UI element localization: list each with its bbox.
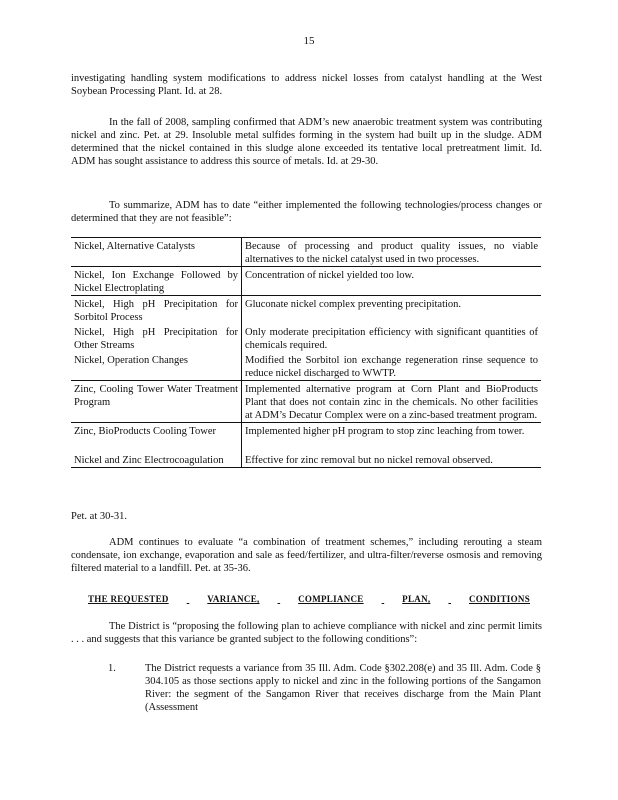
paragraph-district-proposal: The District is “proposing the following plan to achieve compliance with nickel and zinc permit limits . . . and suggests that this variance be granted subject to the following conditions”:	[71, 621, 542, 645]
result-cell: Implemented alternative program at Corn Plant and BioProducts Plant that does not contain zinc in the chemicals. No other facilities at ADM’s Decatur Complex were on a zinc-based treatment program.	[242, 381, 542, 423]
table-row	[71, 238, 541, 267]
heading-word: CONDITIONS	[468, 594, 530, 604]
technology-cell: Nickel, Ion Exchange Followed by Nickel Electroplating	[71, 267, 242, 296]
list-item-text: The District requests a variance from 35 Ill. Adm. Code §302.208(e) and 35 Ill. Adm. Code § 304.105 as those sections apply to nickel and zinc in the following portions of the Sangamon River: the segment of the Sangamon River that receives discharge from the Main Plant (Assessment	[145, 663, 541, 713]
table-row	[71, 296, 541, 325]
result-cell: Effective for zinc removal but no nickel removal observed.	[242, 438, 542, 468]
paragraph-sampling: In the fall of 2008, sampling confirmed that ADM’s new anaerobic treatment system was contributing nickel and zinc. Pet. at 29. Insoluble metal sulfides forming in the system had built up in the sludge. ADM determined that the nickel contained in this sludge alone exceeded its tentative local pretreatment limit. Id. ADM has sought assistance to address this source of metals. Id. at 29-30.	[71, 117, 542, 167]
result-cell: Only moderate precipitation efficiency with significant quantities of chemicals required.	[245, 327, 538, 351]
list-item-number: 1.	[108, 663, 116, 674]
section-heading	[0, 593, 618, 606]
table-row	[71, 381, 541, 423]
table-citation: Pet. at 30-31.	[71, 511, 127, 522]
result-cell: Because of processing and product quality issues, no viable alternatives to the nickel catalyst used in two processes.	[242, 238, 542, 267]
result-cell: Modified the Sorbitol ion exchange regeneration rinse sequence to reduce nickel discharged to WWTP.	[245, 355, 538, 379]
result-cell: Concentration of nickel yielded too low.	[242, 267, 542, 296]
table-row	[71, 438, 541, 468]
technology-cell: Nickel, Operation Changes	[71, 352, 242, 381]
technologies-table	[71, 237, 541, 468]
table-row	[71, 352, 541, 381]
paragraph-continued: investigating handling system modifications to address nickel losses from catalyst handling at the West Soybean Processing Plant. Id. at 28.	[71, 73, 542, 97]
page-number: 15	[303, 35, 315, 47]
heading-word: COMPLIANCE	[298, 594, 364, 604]
technology-cell: Nickel, Alternative Catalysts	[71, 238, 242, 267]
technology-cell: Nickel and Zinc Electrocoagulation	[71, 438, 242, 468]
technology-cell: Nickel, High pH Precipitation for Sorbitol Process	[71, 296, 242, 325]
result-cell: Implemented higher pH program to stop zinc leaching from tower.	[242, 423, 542, 439]
table-row	[71, 324, 541, 352]
technology-cell: Nickel, High pH Precipitation for Other Streams	[71, 324, 242, 352]
table-row	[71, 423, 541, 439]
technology-cell: Zinc, BioProducts Cooling Tower	[71, 423, 242, 439]
heading-word: THE REQUESTED	[88, 594, 169, 604]
technology-cell: Zinc, Cooling Tower Water Treatment Program	[71, 381, 242, 423]
result-cell: Gluconate nickel complex preventing precipitation.	[242, 296, 542, 325]
paragraph-summary-intro: To summarize, ADM has to date “either implemented the following technologies/process changes or determined that they are not feasible”:	[71, 200, 542, 224]
table-row	[71, 267, 541, 296]
heading-word: PLAN,	[402, 594, 431, 604]
paragraph-continues-evaluate: ADM continues to evaluate “a combination of treatment schemes,” including rerouting a steam condensate, ion exchange, evaporation and sale as feed/fertilizer, and ultra-filter/reverse osmosis and removing filtered material to a landfill. Pet. at 35-36.	[71, 537, 542, 574]
heading-word: VARIANCE,	[207, 594, 260, 604]
